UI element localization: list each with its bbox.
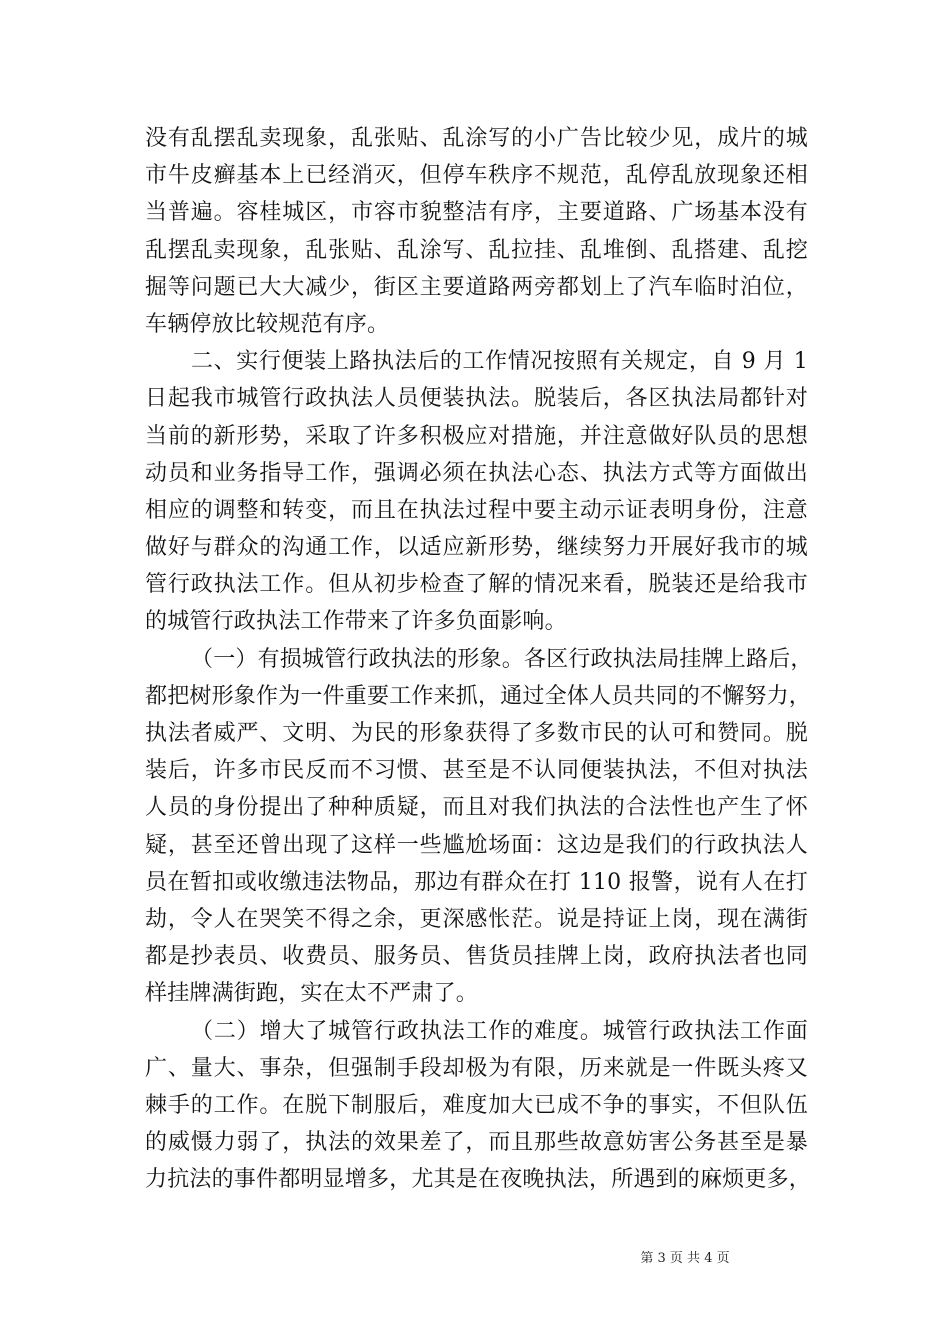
text-line: 疑，甚至还曾出现了这样一些尴尬场面：这边是我们的行政执法人	[145, 832, 808, 858]
text-line: 车辆停放比较规范有序。	[145, 311, 390, 337]
text-line: （一）有损城管行政执法的形象。各区行政执法局挂牌上路后，	[191, 646, 813, 672]
text-line: 样挂牌满街跑，实在太不严肃了。	[145, 981, 479, 1007]
text-line: 动员和业务指导工作，强调必须在执法心态、执法方式等方面做出	[145, 460, 808, 486]
text-line: 都是抄表员、收费员、服务员、售货员挂牌上岗，政府执法者也同	[145, 944, 808, 970]
paragraph-2	[145, 343, 808, 641]
text-line: 当前的新形势，采取了许多积极应对措施，并注意做好队员的思想	[145, 423, 808, 449]
text-line: 掘等问题已大大减少，街区主要道路两旁都划上了汽车临时泊位，	[145, 274, 808, 300]
page-footer	[0, 1247, 950, 1266]
paragraph-4	[145, 1013, 812, 1199]
text-line: 的城管行政执法工作带来了许多负面影响。	[145, 609, 567, 635]
document-body	[145, 120, 813, 1198]
text-line: 人员的身份提出了种种质疑，而且对我们执法的合法性也产生了怀	[145, 795, 808, 821]
text-line: 二、实行便装上路执法后的工作情况按照有关规定，自 9 月 1	[191, 349, 808, 375]
text-line: 没有乱摆乱卖现象，乱张贴、乱涂写的小广告比较少见，成片的城	[145, 126, 808, 151]
text-line: 乱摆乱卖现象，乱张贴、乱涂写、乱拉挂、乱堆倒、乱搭建、乱挖	[145, 237, 808, 263]
text-line: 市牛皮癣基本上已经消灭，但停车秩序不规范，乱停乱放现象还相	[145, 163, 808, 189]
page-number-label: 第 3 页 共 4 页	[640, 1251, 730, 1266]
text-line: 员在暂扣或收缴违法物品，那边有群众在打 110 报警，说有人在打	[145, 869, 808, 895]
text-line: 都把树形象作为一件重要工作来抓，通过全体人员共同的不懈努力，	[145, 683, 812, 709]
text-line: （二）增大了城管行政执法工作的难度。城管行政执法工作面	[191, 1018, 808, 1044]
paragraph-3	[145, 641, 813, 1013]
text-line: 管行政执法工作。但从初步检查了解的情况来看，脱装还是给我市	[145, 572, 808, 598]
text-line: 装后，许多市民反而不习惯、甚至是不认同便装执法，不但对执法	[145, 758, 808, 784]
text-line: 当普遍。容桂城区，市容市貌整洁有序，主要道路、广场基本没有	[145, 200, 808, 226]
text-line: 力抗法的事件都明显增多，尤其是在夜晚执法，所遇到的麻烦更多，	[145, 1167, 812, 1193]
text-line: 棘手的工作。在脱下制服后，难度加大已成不争的事实，不但队伍	[145, 1092, 808, 1118]
text-line: 执法者威严、文明、为民的形象获得了多数市民的认可和赞同。脱	[145, 721, 808, 746]
text-line: 相应的调整和转变，而且在执法过程中要主动示证表明身份，注意	[145, 497, 808, 523]
text-line: 日起我市城管行政执法人员便装执法。脱装后，各区执法局都针对	[145, 386, 808, 412]
text-line: 劫，令人在哭笑不得之余，更深感怅茫。说是持证上岗，现在满街	[145, 906, 808, 932]
text-line: 的威慑力弱了，执法的效果差了，而且那些故意妨害公务甚至是暴	[145, 1130, 808, 1156]
text-line: 做好与群众的沟通工作，以适应新形势，继续努力开展好我市的城	[145, 535, 808, 561]
text-line: 广、量大、事杂，但强制手段却极为有限，历来就是一件既头疼又	[145, 1055, 808, 1081]
paragraph-1	[145, 120, 808, 343]
